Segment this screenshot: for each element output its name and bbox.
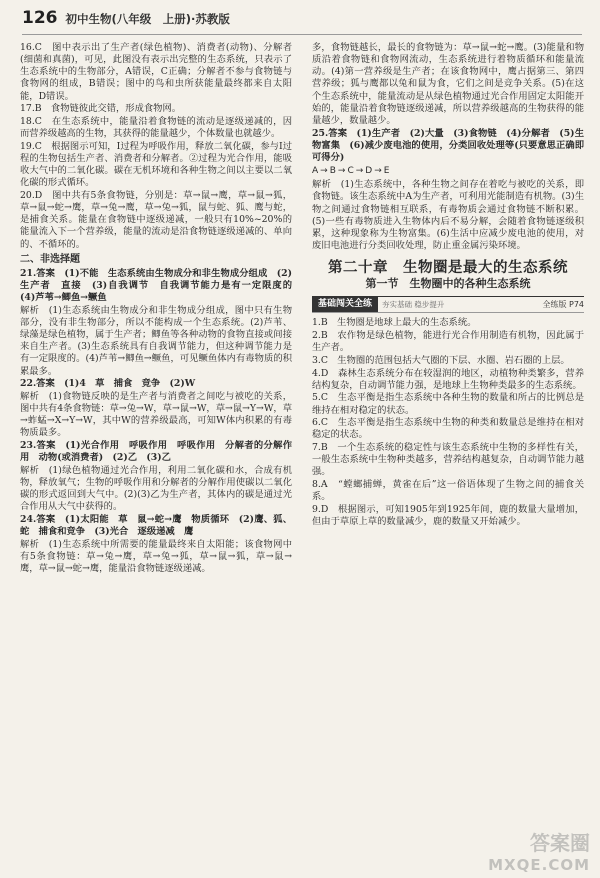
section-title: 第一节 生物圈中的各种生态系统	[365, 277, 531, 291]
analysis-25: 解析 (1)生态系统中，各种生物之间存在着吃与被吃的关系，即食物链。该生态系统中A为生产者，可利用光能制造有机物。(3)生物之间通过食物链相互联系，有毒物质会通过食物链不断积累。(5)一些有毒物质进入生物体内后不易分解，会随着食物链逐级积累，这种现象称为生物富集。(6)生活中应减少废电池的使用，对废旧电池进行分类回收处理，防止重金属污染环境。	[312, 179, 584, 251]
diagram-node-d: D	[365, 166, 373, 177]
answer-17: 17.B 食物链彼此交错，形成食物网。	[20, 103, 182, 115]
diagram-node-e: E	[383, 166, 390, 177]
answer-21: 21.答案 (1)不能 生态系统由生物成分和非生物成分组成 (2)生产者 直接 (3)自我调节 自我调节能力是有一定限度的 (4)芦苇→鲫鱼→鳜鱼	[20, 267, 302, 304]
answer-2: 2.B 农作物是绿色植物，能进行光合作用制造有机物，因此属于生产者。	[312, 330, 584, 354]
arrow-icon: →	[337, 166, 346, 177]
right-column	[312, 42, 584, 529]
answer-25-text: 25.答案 (1)生产者 (2)大量 (3)食物链 (4)分解者 (5)生物富集 (6)减少废电池的使用，分类回收处理等(只要意思正确即可得分)	[312, 127, 584, 163]
answer-5: 5.C 生态平衡是指生态系统中各种生物的数量和所占的比例总是维持在相对稳定的状态。	[312, 392, 584, 416]
banner-tag: 基础闯关全练	[312, 297, 378, 312]
answer-18: 18.C 在生态系统中，能量沿着食物链的流动是逐级递减的，因而营养级越高的生物，其获得的能量越少，个体数量也就越少。	[20, 115, 292, 140]
answer-23: 23.答案 (1)光合作用 呼吸作用 呼吸作用 分解者的分解作用 动物(或消费者) (2)乙 (3)乙	[20, 440, 292, 464]
arrow-icon: →	[320, 166, 328, 177]
diagram-node-b: B	[329, 166, 336, 177]
banner-page-ref: 全练版 P74	[542, 299, 584, 309]
answer-24: 24.答案 (1)太阳能 草 鼠→蛇→鹰 物质循环 (2)鹰、狐、蛇 捕食和竞争 (3)光合 逐级递减 鹰	[20, 513, 292, 538]
chapter-title: 第二十章 生物圈是最大的生态系统	[328, 260, 568, 277]
answer-16: 16.C 图中表示出了生产者(绿色植物)、消费者(动物)、分解者(细菌和真菌)，可见，此图没有表示出完整的生态系统，只表示了生态系统中的生物部分，A错误，C正确；分解者不参与食物链与食物网的组成，B错误；图中的鸟和虫所获能量最终都来自太阳能，D错误。	[20, 42, 292, 102]
watermark-logo	[450, 828, 590, 874]
page-header	[22, 8, 582, 35]
diagram-node-a: A	[312, 166, 319, 177]
analysis-22: 解析 (1)食物链反映的是生产者与消费者之间吃与被吃的关系，图中共有4条食物链：草→兔→W，草→鼠→W，草→鼠→Y→W，草→蚱蜢→X→Y→W，其中W的营养级最高，可知W体内积累的有毒物质最多。	[20, 390, 292, 439]
answer-7: 7.B 一个生态系统的稳定性与该生态系统中生物的多样性有关，一般生态系统中生物种类越多，营养结构越复杂，自动调节能力越强。	[312, 442, 584, 478]
answer-24-continued: 多，食物链越长，最长的食物链为：草→鼠→蛇→鹰。(3)能量和物质沿着食物链和食物网流动，生态系统进行着物质循环和能量流动。(4)第一营养级是生产者；在该食物网中，鹰占据第三、第四营养级；狐与鹰都以兔和鼠为食，它们之间是竞争关系。(5)在这个生态系统中，能量流动是从绿色植物通过光合作用固定太阳能开始的，能量沿着食物链逐级递减，所以营养级越高的生物获得的能量越少，数量越少。	[312, 42, 584, 126]
answer-8: 8.A “螳螂捕蝉，黄雀在后”这一俗语体现了生物之间的捕食关系。	[312, 479, 584, 503]
diagram-row	[312, 165, 389, 177]
food-chain-diagram	[312, 165, 584, 177]
answer-1: 1.B 生物圈是地球上最大的生态系统。	[312, 317, 477, 329]
arrow-icon: →	[374, 166, 382, 177]
diagram-node-c: C	[347, 166, 354, 177]
answer-19: 19.C 根据图示可知，Ⅰ过程为呼吸作用，释放二氧化碳，参与Ⅰ过程的生物包括生产者、消费者和分解者。②过程为光合作用，能吸收大气中的二氧化碳。碳在无机环境和各种生物之间以主要以二氧化碳的形式循环。	[20, 140, 292, 189]
watermark-bottom: MXQE.COM	[488, 856, 590, 874]
practice-banner	[312, 296, 584, 313]
watermark-top: 答案圈	[530, 831, 590, 855]
book-title: 初中生物(八年级 上册)·苏教版	[65, 12, 230, 26]
analysis-23: 解析 (1)绿色植物通过光合作用，利用二氧化碳和水，合成有机物，释放氧气；生物的呼吸作用和分解者的分解作用使碳以二氧化碳的形式返回到大气中。(2)(3)乙为生产者，其体内的碳是通过光合作用从大气中获得的。	[20, 464, 292, 513]
answer-22: 22.答案 (1)4 草 捕食 竞争 (2)W	[20, 378, 196, 390]
answer-3: 3.C 生物圈的范围包括大气圈的下层、水圈、岩石圈的上层。	[312, 354, 570, 366]
answer-9: 9.D 根据图示，可知1905年到1925年间，鹿的数量大量增加，但由于草原上草的数量减少，鹿的数量又开始减少。	[312, 503, 584, 527]
answer-20: 20.D 图中共有5条食物链，分别是：草→鼠→鹰，草→鼠→狐，草→鼠→蛇→鹰，草→兔→鹰，草→兔→狐，鼠与蛇、狐、鹰与蛇，是捕食关系。能量在食物链中逐级递减，一般只有10%~20%的能量流入下一个营养级，能量的流动是沿食物链逐级递减的、单向的、不循环的。	[20, 189, 292, 250]
analysis-24: 解析 (1)生态系统中所需要的能量最终来自太阳能；该食物网中有5条食物链：草→兔→鹰，草→兔→狐，草→鼠→狐，草→鼠→鹰，草→鼠→蛇→鹰，能量沿食物链逐级递减。	[20, 538, 292, 575]
answer-6: 6.C 生态平衡是指生态系统中生物的种类和数量总是维持在相对稳定的状态。	[312, 417, 584, 441]
answer-4: 4.D 森林生态系统分布在较湿润的地区，动植物种类繁多，营养结构复杂，自动调节能力强，是地球上生物种类最多的生态系统。	[312, 367, 584, 391]
banner-subtitle: 夯实基础 稳步提升	[382, 299, 445, 309]
page-number: 126	[22, 8, 58, 28]
analysis-21: 解析 (1)生态系统由生物成分和非生物成分组成，图中只有生物部分，没有非生物部分，所以不能构成一个生态系统。(2)芦苇、绿藻是绿色植物，属于生产者；鲫鱼等各种动物的食物直接或间接来自生产者。(3)生态系统具有自我调节能力，但这种调节能力是有一定限度的。(4)芦苇→鲫鱼→鳜鱼，可见鳜鱼体内有毒物质的积累最多。	[20, 304, 292, 377]
answer-25	[312, 128, 584, 164]
left-column	[20, 42, 302, 576]
arrow-icon: →	[355, 166, 364, 177]
section-heading: 二、非选择题	[20, 253, 80, 265]
